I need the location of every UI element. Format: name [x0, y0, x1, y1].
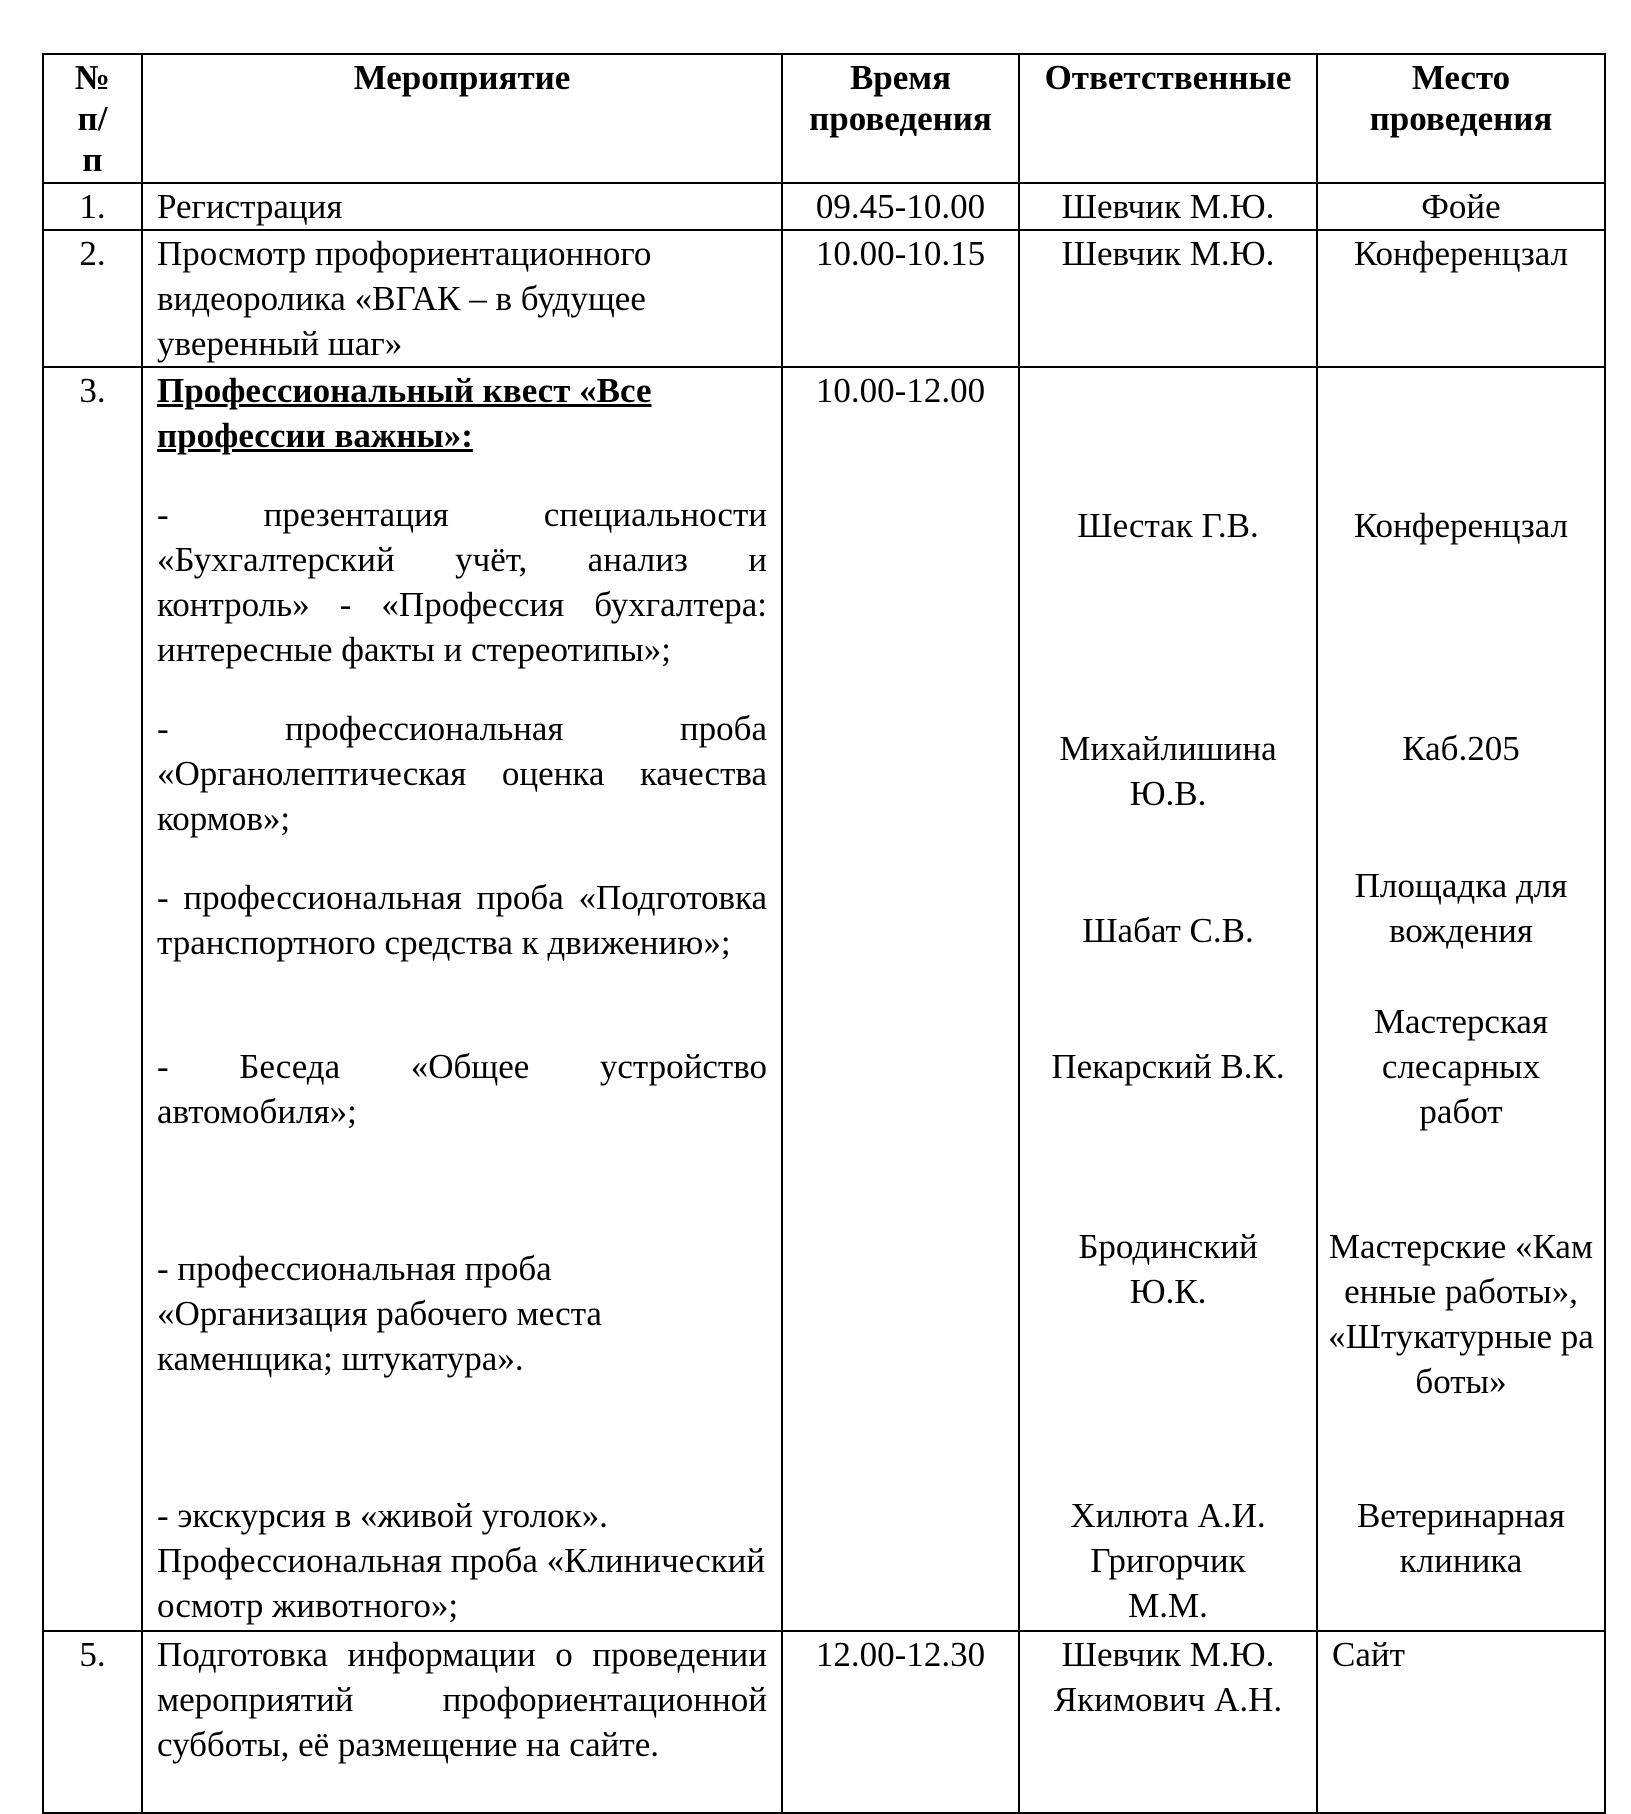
header-place: Место проведения [1317, 54, 1605, 183]
table-header-row [43, 54, 1605, 183]
row-event: Просмотр профориентационного видеоролика «ВГАК – в будущее уверенный шаг» [142, 230, 782, 367]
quest-item-text: - презентация специальности «Бухгалтерский учёт, анализ и контроль» - «Профессия бухгалтера: интересные факты и стереотипы»; [157, 495, 767, 669]
responsible-name: Шевчик М.Ю. [1061, 1635, 1275, 1674]
table-row-quest [43, 367, 1605, 1631]
row-num: 1. [43, 183, 142, 230]
row-time: 09.45-10.00 [782, 183, 1019, 230]
quest-responsible-cell [1019, 367, 1317, 1631]
quest-item-text: - Беседа «Общее устройство автомобиля»; [157, 1047, 767, 1131]
row-responsible: Шевчик М.Ю. [1019, 183, 1317, 230]
quest-item-responsible: Михайлишина Ю.В. [1059, 729, 1277, 813]
quest-event-cell [142, 367, 782, 1631]
header-responsible: Ответственные [1019, 54, 1317, 183]
quest-item-place: Каб.205 [1402, 729, 1520, 768]
header-event: Мероприятие [142, 54, 782, 183]
row-place: Конференцзал [1317, 230, 1605, 367]
row-time: 10.00-10.15 [782, 230, 1019, 367]
row-responsible: Шевчик М.Ю. [1019, 230, 1317, 367]
quest-item-text: - профессиональная проба «Организация рабочего места каменщика; штукатура». [157, 1249, 602, 1378]
row-num: 2. [43, 230, 142, 367]
table-row [43, 230, 1605, 367]
quest-item-place: Ветеринарная клиника [1356, 1496, 1566, 1580]
table-row [43, 1631, 1605, 1813]
quest-item-responsible: Пекарский В.К. [1051, 1047, 1285, 1086]
quest-item-text: - экскурсия в «живой уголок». Профессиональная проба «Клинический осмотр животного»; [157, 1496, 766, 1625]
quest-title: Профессиональный квест «Все профессии важны»: [157, 371, 652, 455]
row-time: 10.00-12.00 [782, 367, 1019, 1631]
quest-item-place: Мастерская слесарных работ [1373, 1002, 1549, 1131]
quest-place-cell [1317, 367, 1605, 1631]
row-num: 5. [43, 1631, 142, 1813]
quest-item-responsible: Хилюта А.И. Григорчик М.М. [1070, 1496, 1266, 1625]
table-row [43, 183, 1605, 230]
responsible-name: Якимович А.Н. [1053, 1680, 1283, 1719]
quest-item-place: Площадка для вождения [1354, 866, 1568, 950]
row-num: 3. [43, 367, 142, 1631]
row-responsible [1019, 1631, 1317, 1813]
row-event: Подготовка информации о проведении мероприятий профориентационной субботы, её размещение на сайте. [142, 1631, 782, 1813]
quest-item-place: Конференцзал [1353, 506, 1569, 545]
row-event: Регистрация [142, 183, 782, 230]
quest-item-responsible: Шестак Г.В. [1077, 506, 1259, 545]
row-time: 12.00-12.30 [782, 1631, 1019, 1813]
header-time: Время проведения [782, 54, 1019, 183]
header-num: № п/п [43, 54, 142, 183]
quest-item-responsible: Бродинский Ю.К. [1078, 1227, 1258, 1311]
quest-item-text: - профессиональная проба «Подготовка транспортного средства к движению»; [157, 878, 767, 962]
quest-item-responsible: Шабат С.В. [1082, 911, 1254, 950]
row-place: Фойе [1317, 183, 1605, 230]
row-place: Сайт [1317, 1631, 1605, 1813]
quest-item-text: - профессиональная проба «Органолептическая оценка качества кормов»; [157, 709, 767, 838]
schedule-table [42, 53, 1606, 1814]
quest-item-place: Мастерские «Каменные работы», «Штукатурные работы» [1328, 1227, 1594, 1401]
